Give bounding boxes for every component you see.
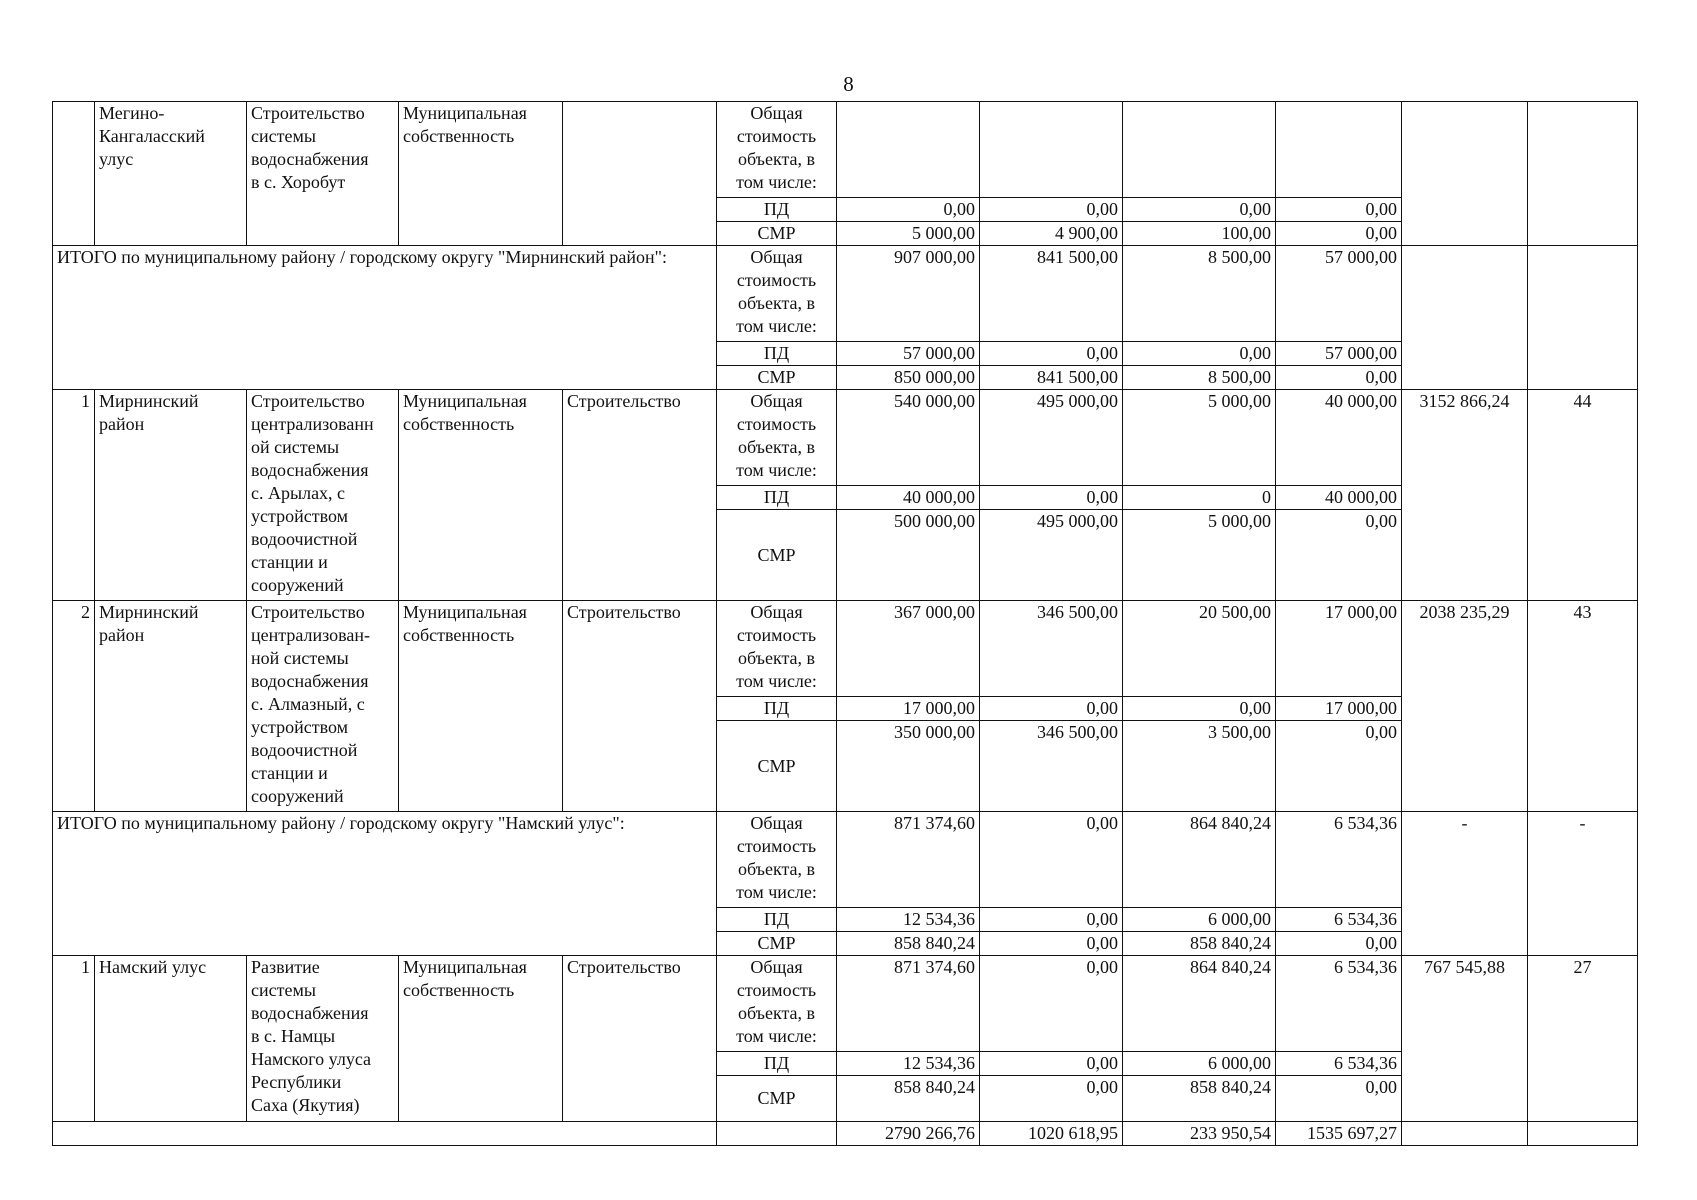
pd-label: ПД — [717, 198, 837, 222]
value-cell: 6 534,36 — [1276, 812, 1402, 908]
value-cell: 0,00 — [1276, 510, 1402, 601]
table-row — [53, 956, 1638, 1052]
work-type-cell: Строительство — [563, 956, 717, 1122]
value-cell: 17 000,00 — [1276, 697, 1402, 721]
object-cell: Строительство централизован- ной системы водоснабжения с. Алмазный, с устройством водоочистной станции и сооружений — [247, 601, 399, 812]
value-cell: 0,00 — [980, 342, 1123, 366]
value-cell: 367 000,00 — [837, 601, 980, 697]
table-row — [53, 601, 1638, 697]
work-type-cell: Строительство — [563, 390, 717, 601]
work-type-cell — [563, 102, 717, 246]
value-cell: 346 500,00 — [980, 601, 1123, 697]
value-cell: 12 534,36 — [837, 1052, 980, 1076]
value-cell: 0,00 — [1123, 198, 1276, 222]
value-cell — [980, 102, 1123, 198]
extra-value-cell: - — [1402, 812, 1528, 956]
index-cell: 1 — [53, 390, 95, 601]
value-cell: 0,00 — [980, 932, 1123, 956]
value-cell: 871 374,60 — [837, 812, 980, 908]
pd-label: ПД — [717, 697, 837, 721]
value-cell: 540 000,00 — [837, 390, 980, 486]
investment-table — [52, 101, 1638, 1146]
value-cell: 233 950,54 — [1123, 1122, 1276, 1146]
value-cell: 871 374,60 — [837, 956, 980, 1052]
extra-value-cell — [1402, 1122, 1528, 1146]
value-cell: 5 000,00 — [1123, 390, 1276, 486]
value-cell: 495 000,00 — [980, 510, 1123, 601]
extra-count-cell — [1528, 102, 1638, 246]
value-cell: 0,00 — [980, 908, 1123, 932]
value-cell: 864 840,24 — [1123, 956, 1276, 1052]
value-cell: 0,00 — [980, 1076, 1123, 1122]
extra-value-cell: 767 545,88 — [1402, 956, 1528, 1122]
object-cell: Строительство централизованн ой системы водоснабжения с. Арылах, с устройством водоочистной станции и сооружений — [247, 390, 399, 601]
table-row — [53, 102, 1638, 198]
smr-label: СМР — [717, 1076, 837, 1122]
value-cell: 57 000,00 — [1276, 246, 1402, 342]
value-cell: 0,00 — [1276, 1076, 1402, 1122]
total-cost-label: Общая стоимость объекта, в том числе: — [717, 390, 837, 486]
total-cost-label: Общая стоимость объекта, в том числе: — [717, 601, 837, 697]
smr-label: СМР — [717, 510, 837, 601]
value-cell: 346 500,00 — [980, 721, 1123, 812]
pd-label: ПД — [717, 1052, 837, 1076]
value-cell: 350 000,00 — [837, 721, 980, 812]
extra-count-cell — [1528, 1122, 1638, 1146]
value-cell: 0,00 — [1276, 721, 1402, 812]
page-number: 8 — [843, 72, 854, 96]
total-cost-label: Общая стоимость объекта, в том числе: — [717, 246, 837, 342]
value-cell: 6 534,36 — [1276, 908, 1402, 932]
grand-total-part-cell — [717, 1122, 837, 1146]
value-cell: 100,00 — [1123, 222, 1276, 246]
value-cell: 4 900,00 — [980, 222, 1123, 246]
value-cell: 6 534,36 — [1276, 1052, 1402, 1076]
value-cell — [1276, 102, 1402, 198]
extra-count-cell — [1528, 246, 1638, 390]
value-cell: 0 — [1123, 486, 1276, 510]
grand-total-label-cell — [53, 1122, 717, 1146]
value-cell: 858 840,24 — [837, 1076, 980, 1122]
index-cell: 1 — [53, 956, 95, 1122]
value-cell: 864 840,24 — [1123, 812, 1276, 908]
value-cell: 57 000,00 — [1276, 342, 1402, 366]
ownership-cell: Муниципальная собственность — [399, 390, 563, 601]
smr-label: СМР — [717, 932, 837, 956]
index-cell — [53, 102, 95, 246]
value-cell: 0,00 — [980, 198, 1123, 222]
value-cell: 40 000,00 — [1276, 486, 1402, 510]
pd-label: ПД — [717, 486, 837, 510]
pd-label: ПД — [717, 342, 837, 366]
table-row — [53, 812, 1638, 908]
value-cell: 858 840,24 — [1123, 932, 1276, 956]
value-cell — [1123, 102, 1276, 198]
value-cell: 8 500,00 — [1123, 246, 1276, 342]
value-cell: 1535 697,27 — [1276, 1122, 1402, 1146]
value-cell: 5 000,00 — [1123, 510, 1276, 601]
value-cell: 0,00 — [980, 812, 1123, 908]
table-row — [53, 390, 1638, 486]
value-cell: 0,00 — [1123, 342, 1276, 366]
value-cell: 841 500,00 — [980, 246, 1123, 342]
value-cell: 5 000,00 — [837, 222, 980, 246]
extra-value-cell — [1402, 246, 1528, 390]
extra-value-cell: 2038 235,29 — [1402, 601, 1528, 812]
pd-label: ПД — [717, 908, 837, 932]
region-cell: Мирнинский район — [95, 601, 247, 812]
object-cell: Строительство системы водоснабжения в с. Хоробут — [247, 102, 399, 246]
value-cell: 40 000,00 — [1276, 390, 1402, 486]
value-cell: 57 000,00 — [837, 342, 980, 366]
region-cell: Намский улус — [95, 956, 247, 1122]
extra-count-cell: - — [1528, 812, 1638, 956]
value-cell: 40 000,00 — [837, 486, 980, 510]
extra-count-cell: 27 — [1528, 956, 1638, 1122]
total-cost-label: Общая стоимость объекта, в том числе: — [717, 812, 837, 908]
value-cell: 850 000,00 — [837, 366, 980, 390]
extra-count-cell: 44 — [1528, 390, 1638, 601]
ownership-cell: Муниципальная собственность — [399, 102, 563, 246]
value-cell: 3 500,00 — [1123, 721, 1276, 812]
table-row — [53, 1122, 1638, 1146]
extra-count-cell: 43 — [1528, 601, 1638, 812]
value-cell: 6 534,36 — [1276, 956, 1402, 1052]
value-cell: 12 534,36 — [837, 908, 980, 932]
smr-label: СМР — [717, 222, 837, 246]
value-cell: 6 000,00 — [1123, 908, 1276, 932]
value-cell: 0,00 — [1276, 198, 1402, 222]
value-cell — [837, 102, 980, 198]
object-cell: Развитие системы водоснабжения в с. Намцы Намского улуса Республики Саха (Якутия) — [247, 956, 399, 1122]
total-cost-label: Общая стоимость объекта, в том числе: — [717, 956, 837, 1052]
smr-label: СМР — [717, 366, 837, 390]
index-cell: 2 — [53, 601, 95, 812]
table-row — [53, 246, 1638, 342]
value-cell: 0,00 — [1276, 932, 1402, 956]
region-cell: Мегино- Кангаласский улус — [95, 102, 247, 246]
value-cell: 0,00 — [980, 697, 1123, 721]
region-cell: Мирнинский район — [95, 390, 247, 601]
value-cell: 841 500,00 — [980, 366, 1123, 390]
district-total-label: ИТОГО по муниципальному району / городскому округу "Намский улус": — [53, 812, 717, 956]
value-cell: 6 000,00 — [1123, 1052, 1276, 1076]
value-cell: 0,00 — [980, 1052, 1123, 1076]
value-cell: 17 000,00 — [837, 697, 980, 721]
value-cell: 907 000,00 — [837, 246, 980, 342]
extra-value-cell: 3152 866,24 — [1402, 390, 1528, 601]
total-cost-label: Общая стоимость объекта, в том числе: — [717, 102, 837, 198]
value-cell: 858 840,24 — [837, 932, 980, 956]
extra-value-cell — [1402, 102, 1528, 246]
value-cell: 1020 618,95 — [980, 1122, 1123, 1146]
value-cell: 500 000,00 — [837, 510, 980, 601]
ownership-cell: Муниципальная собственность — [399, 601, 563, 812]
value-cell: 495 000,00 — [980, 390, 1123, 486]
value-cell: 0,00 — [980, 486, 1123, 510]
ownership-cell: Муниципальная собственность — [399, 956, 563, 1122]
smr-label: СМР — [717, 721, 837, 812]
value-cell: 2790 266,76 — [837, 1122, 980, 1146]
value-cell: 20 500,00 — [1123, 601, 1276, 697]
work-type-cell: Строительство — [563, 601, 717, 812]
value-cell: 0,00 — [1276, 366, 1402, 390]
value-cell: 0,00 — [1123, 697, 1276, 721]
value-cell: 0,00 — [837, 198, 980, 222]
value-cell: 0,00 — [980, 956, 1123, 1052]
value-cell: 8 500,00 — [1123, 366, 1276, 390]
value-cell: 0,00 — [1276, 222, 1402, 246]
district-total-label: ИТОГО по муниципальному району / городскому округу "Мирнинский район": — [53, 246, 717, 390]
value-cell: 858 840,24 — [1123, 1076, 1276, 1122]
value-cell: 17 000,00 — [1276, 601, 1402, 697]
